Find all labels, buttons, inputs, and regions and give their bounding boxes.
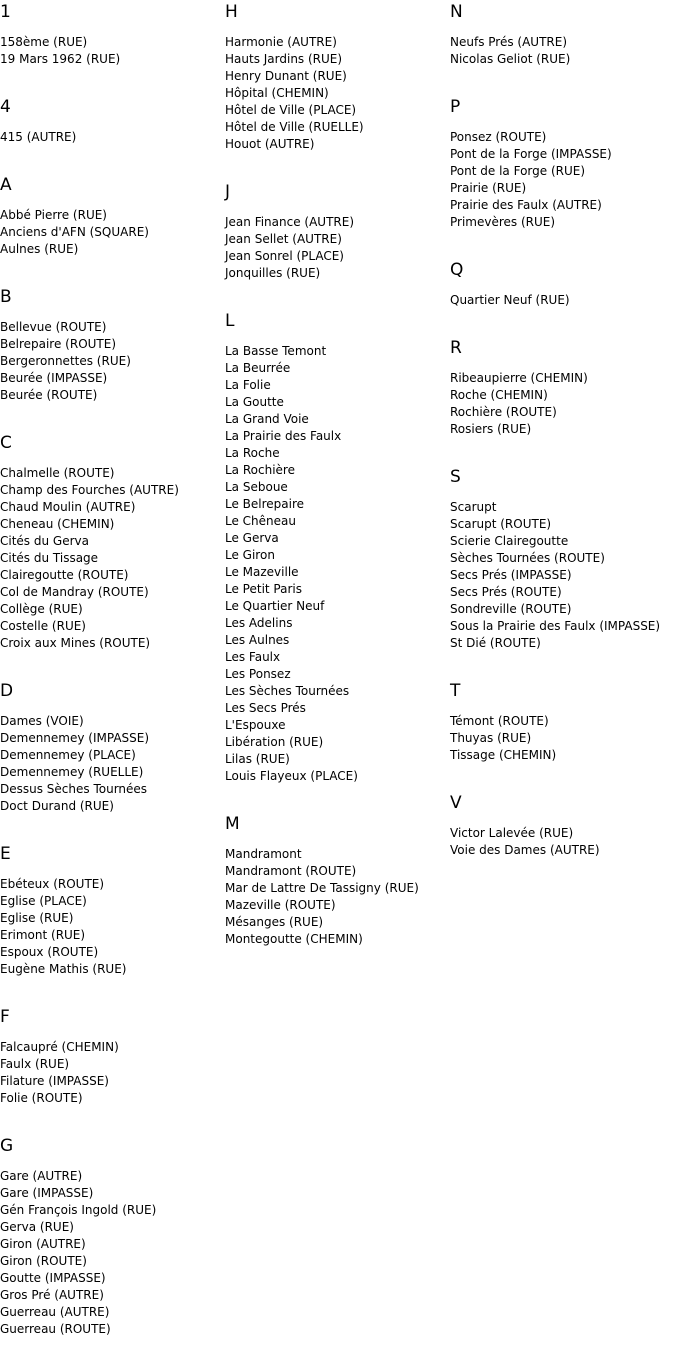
street-name: La Grand Voie: [225, 412, 309, 426]
street-name: Chaud Moulin (AUTRE): [0, 500, 136, 514]
street-name: Scierie Clairegoutte: [450, 534, 569, 548]
street-name: Le Mazeville: [225, 565, 299, 579]
street-name: Col de Mandray (ROUTE): [0, 585, 149, 599]
street-name: Prairie des Faulx (AUTRE): [450, 198, 602, 212]
street-name: Rosiers (RUE): [450, 422, 532, 436]
street-name: Pont de la Forge (RUE): [450, 164, 586, 178]
street-name: Jean Sonrel (PLACE): [225, 249, 344, 263]
street-name: Les Secs Prés: [225, 701, 306, 715]
street-name: Scarupt (ROUTE): [450, 517, 552, 531]
street-name: Guerreau (AUTRE): [0, 1305, 110, 1319]
letter-section: [0, 0, 225, 68]
street-name: Croix aux Mines (ROUTE): [0, 636, 151, 650]
street-list: [450, 370, 675, 438]
street-name: Victor Lalevée (RUE): [450, 826, 574, 840]
street-name: Prairie (RUE): [450, 181, 527, 195]
street-name: Doct Durand (RUE): [0, 799, 114, 813]
section-letter-heading: B: [0, 287, 12, 307]
section-letter-heading: 4: [0, 97, 11, 117]
street-name: Pont de la Forge (IMPASSE): [450, 147, 612, 161]
street-name: Goutte (IMPASSE): [0, 1271, 106, 1285]
letter-section: [450, 336, 675, 438]
letter-section: [0, 842, 225, 978]
street-list: [450, 825, 675, 859]
street-name: Folie (ROUTE): [0, 1091, 83, 1105]
street-name: Gén François Ingold (RUE): [0, 1203, 157, 1217]
street-name: Eglise (PLACE): [0, 894, 87, 908]
street-list: [0, 34, 225, 68]
street-list: [225, 34, 450, 153]
street-list: [0, 1168, 225, 1338]
street-name: Sondreville (ROUTE): [450, 602, 572, 616]
section-letter-heading: T: [450, 681, 461, 701]
street-name: Le Chêneau: [225, 514, 296, 528]
street-name: Aulnes (RUE): [0, 242, 79, 256]
street-list: [0, 713, 225, 815]
street-name: Clairegoutte (ROUTE): [0, 568, 129, 582]
street-name: Jonquilles (RUE): [225, 266, 321, 280]
street-name: Scarupt: [450, 500, 497, 514]
street-name: Lilas (RUE): [225, 752, 290, 766]
street-name: Gerva (RUE): [0, 1220, 74, 1234]
street-name: Demennemey (IMPASSE): [0, 731, 150, 745]
street-name: Giron (AUTRE): [0, 1237, 86, 1251]
street-name: Roche (CHEMIN): [450, 388, 548, 402]
street-name: Gros Pré (AUTRE): [0, 1288, 104, 1302]
street-name: Eglise (RUE): [0, 911, 74, 925]
street-name: Le Giron: [225, 548, 275, 562]
index-column-2: [225, 0, 450, 975]
street-name: Jean Sellet (AUTRE): [225, 232, 342, 246]
section-letter-heading: C: [0, 433, 12, 453]
street-name: L'Espouxe: [225, 718, 286, 732]
street-name: Mar de Lattre De Tassigny (RUE): [225, 881, 419, 895]
letter-section: [225, 309, 450, 785]
street-list: [225, 343, 450, 785]
street-name: Gare (IMPASSE): [0, 1186, 94, 1200]
section-letter-heading: E: [0, 844, 11, 864]
street-name: Mazeville (ROUTE): [225, 898, 336, 912]
street-name: 158ème (RUE): [0, 35, 88, 49]
street-name: Secs Prés (ROUTE): [450, 585, 562, 599]
section-letter-heading: S: [450, 467, 461, 487]
letter-section: [450, 258, 675, 309]
letter-section: [0, 431, 225, 652]
section-letter-heading: N: [450, 2, 463, 22]
street-name: Faulx (RUE): [0, 1057, 70, 1071]
street-name: Hôpital (CHEMIN): [225, 86, 329, 100]
street-name: Sous la Prairie des Faulx (IMPASSE): [450, 619, 661, 633]
section-letter-heading: V: [450, 793, 462, 813]
letter-section: [225, 180, 450, 282]
street-name: La Seboue: [225, 480, 288, 494]
letter-section: [225, 812, 450, 948]
street-name: La Goutte: [225, 395, 284, 409]
street-list: [0, 465, 225, 652]
street-name: Abbé Pierre (RUE): [0, 208, 107, 222]
section-letter-heading: R: [450, 338, 462, 358]
street-name: Giron (ROUTE): [0, 1254, 87, 1268]
street-name: St Dié (ROUTE): [450, 636, 541, 650]
street-name: La Beurrée: [225, 361, 291, 375]
street-list: [450, 34, 675, 68]
letter-section: [450, 679, 675, 764]
street-list: [225, 846, 450, 948]
street-name: Quartier Neuf (RUE): [450, 293, 570, 307]
street-name: Les Sèches Tournées: [225, 684, 350, 698]
street-name: Les Ponsez: [225, 667, 291, 681]
street-name: Gare (AUTRE): [0, 1169, 83, 1183]
street-name: Demennemey (PLACE): [0, 748, 136, 762]
street-name: Houot (AUTRE): [225, 137, 315, 151]
street-name: Rochière (ROUTE): [450, 405, 557, 419]
section-letter-heading: H: [225, 2, 238, 22]
street-name: Secs Prés (IMPASSE): [450, 568, 572, 582]
street-name: Les Adelins: [225, 616, 293, 630]
street-name: Le Gerva: [225, 531, 279, 545]
street-name: 19 Mars 1962 (RUE): [0, 52, 121, 66]
street-name: Ponsez (ROUTE): [450, 130, 547, 144]
section-letter-heading: 1: [0, 2, 11, 22]
street-list: [225, 214, 450, 282]
street-name: Tissage (CHEMIN): [450, 748, 557, 762]
letter-section: [450, 465, 675, 652]
section-letter-heading: J: [225, 182, 231, 202]
letter-section: [0, 1134, 225, 1338]
letter-section: [450, 0, 675, 68]
letter-section: [0, 285, 225, 404]
section-letter-heading: G: [0, 1136, 14, 1156]
street-name: Les Faulx: [225, 650, 281, 664]
letter-section: [0, 679, 225, 815]
letter-section: [0, 95, 225, 146]
street-name: 415 (AUTRE): [0, 130, 77, 144]
street-list: [0, 319, 225, 404]
street-name: Montegoutte (CHEMIN): [225, 932, 363, 946]
street-name: Guerreau (ROUTE): [0, 1322, 111, 1336]
street-name: Champ des Fourches (AUTRE): [0, 483, 179, 497]
section-letter-heading: F: [0, 1007, 10, 1027]
street-name: La Folie: [225, 378, 271, 392]
street-name: Les Aulnes: [225, 633, 290, 647]
section-letter-heading: Q: [450, 260, 464, 280]
street-name: Hôtel de Ville (PLACE): [225, 103, 357, 117]
street-name: Erimont (RUE): [0, 928, 86, 942]
street-list: [450, 713, 675, 764]
street-name: Bergeronnettes (RUE): [0, 354, 131, 368]
index-column-3: [450, 0, 675, 886]
street-name: Falcaupré (CHEMIN): [0, 1040, 119, 1054]
street-name: Filature (IMPASSE): [0, 1074, 109, 1088]
street-list: [0, 129, 225, 146]
letter-section: [0, 173, 225, 258]
street-name: Thuyas (RUE): [450, 731, 532, 745]
section-letter-heading: A: [0, 175, 12, 195]
street-name: Mandramont: [225, 847, 302, 861]
street-name: Dessus Sèches Tournées: [0, 782, 148, 796]
street-name: Jean Finance (AUTRE): [225, 215, 355, 229]
street-name: Anciens d'AFN (SQUARE): [0, 225, 149, 239]
section-letter-heading: D: [0, 681, 14, 701]
street-name: La Prairie des Faulx: [225, 429, 342, 443]
street-name: Primevères (RUE): [450, 215, 556, 229]
letter-section: [450, 95, 675, 231]
street-name: Espoux (ROUTE): [0, 945, 99, 959]
street-name: Mésanges (RUE): [225, 915, 324, 929]
street-list: [0, 876, 225, 978]
street-name: Chalmelle (ROUTE): [0, 466, 115, 480]
street-name: Belrepaire (ROUTE): [0, 337, 117, 351]
street-name: Hôtel de Ville (RUELLE): [225, 120, 364, 134]
street-name: Mandramont (ROUTE): [225, 864, 357, 878]
street-name: Nicolas Geliot (RUE): [450, 52, 571, 66]
street-name: Le Quartier Neuf: [225, 599, 325, 613]
street-list: [450, 292, 675, 309]
street-name: Le Belrepaire: [225, 497, 305, 511]
street-name: Sèches Tournées (ROUTE): [450, 551, 605, 565]
street-name: Voie des Dames (AUTRE): [450, 843, 600, 857]
street-name: Le Petit Paris: [225, 582, 302, 596]
street-name: La Roche: [225, 446, 280, 460]
street-name: Cheneau (CHEMIN): [0, 517, 115, 531]
street-name: Henry Dunant (RUE): [225, 69, 347, 83]
section-letter-heading: M: [225, 814, 240, 834]
street-name: Beurée (IMPASSE): [0, 371, 108, 385]
street-name: Ribeaupierre (CHEMIN): [450, 371, 588, 385]
street-name: La Rochière: [225, 463, 295, 477]
section-letter-heading: L: [225, 311, 235, 331]
street-name: Dames (VOIE): [0, 714, 84, 728]
street-list: [0, 207, 225, 258]
street-name: Neufs Prés (AUTRE): [450, 35, 568, 49]
street-name: Libération (RUE): [225, 735, 324, 749]
street-name: Demennemey (RUELLE): [0, 765, 144, 779]
street-list: [450, 129, 675, 231]
section-letter-heading: P: [450, 97, 461, 117]
street-name: Hauts Jardins (RUE): [225, 52, 343, 66]
street-name: Cités du Gerva: [0, 534, 89, 548]
street-name: Collège (RUE): [0, 602, 83, 616]
street-name: Ebéteux (ROUTE): [0, 877, 105, 891]
index-column-1: [0, 0, 225, 1365]
street-list: [450, 499, 675, 652]
street-name: Témont (ROUTE): [450, 714, 549, 728]
street-name: Costelle (RUE): [0, 619, 86, 633]
letter-section: [450, 791, 675, 859]
street-name: La Basse Temont: [225, 344, 327, 358]
street-name: Bellevue (ROUTE): [0, 320, 107, 334]
street-name: Beurée (ROUTE): [0, 388, 98, 402]
street-name: Eugène Mathis (RUE): [0, 962, 127, 976]
letter-section: [0, 1005, 225, 1107]
street-name: Harmonie (AUTRE): [225, 35, 337, 49]
letter-section: [225, 0, 450, 153]
street-name: Louis Flayeux (PLACE): [225, 769, 358, 783]
street-name: Cités du Tissage: [0, 551, 99, 565]
street-list: [0, 1039, 225, 1107]
